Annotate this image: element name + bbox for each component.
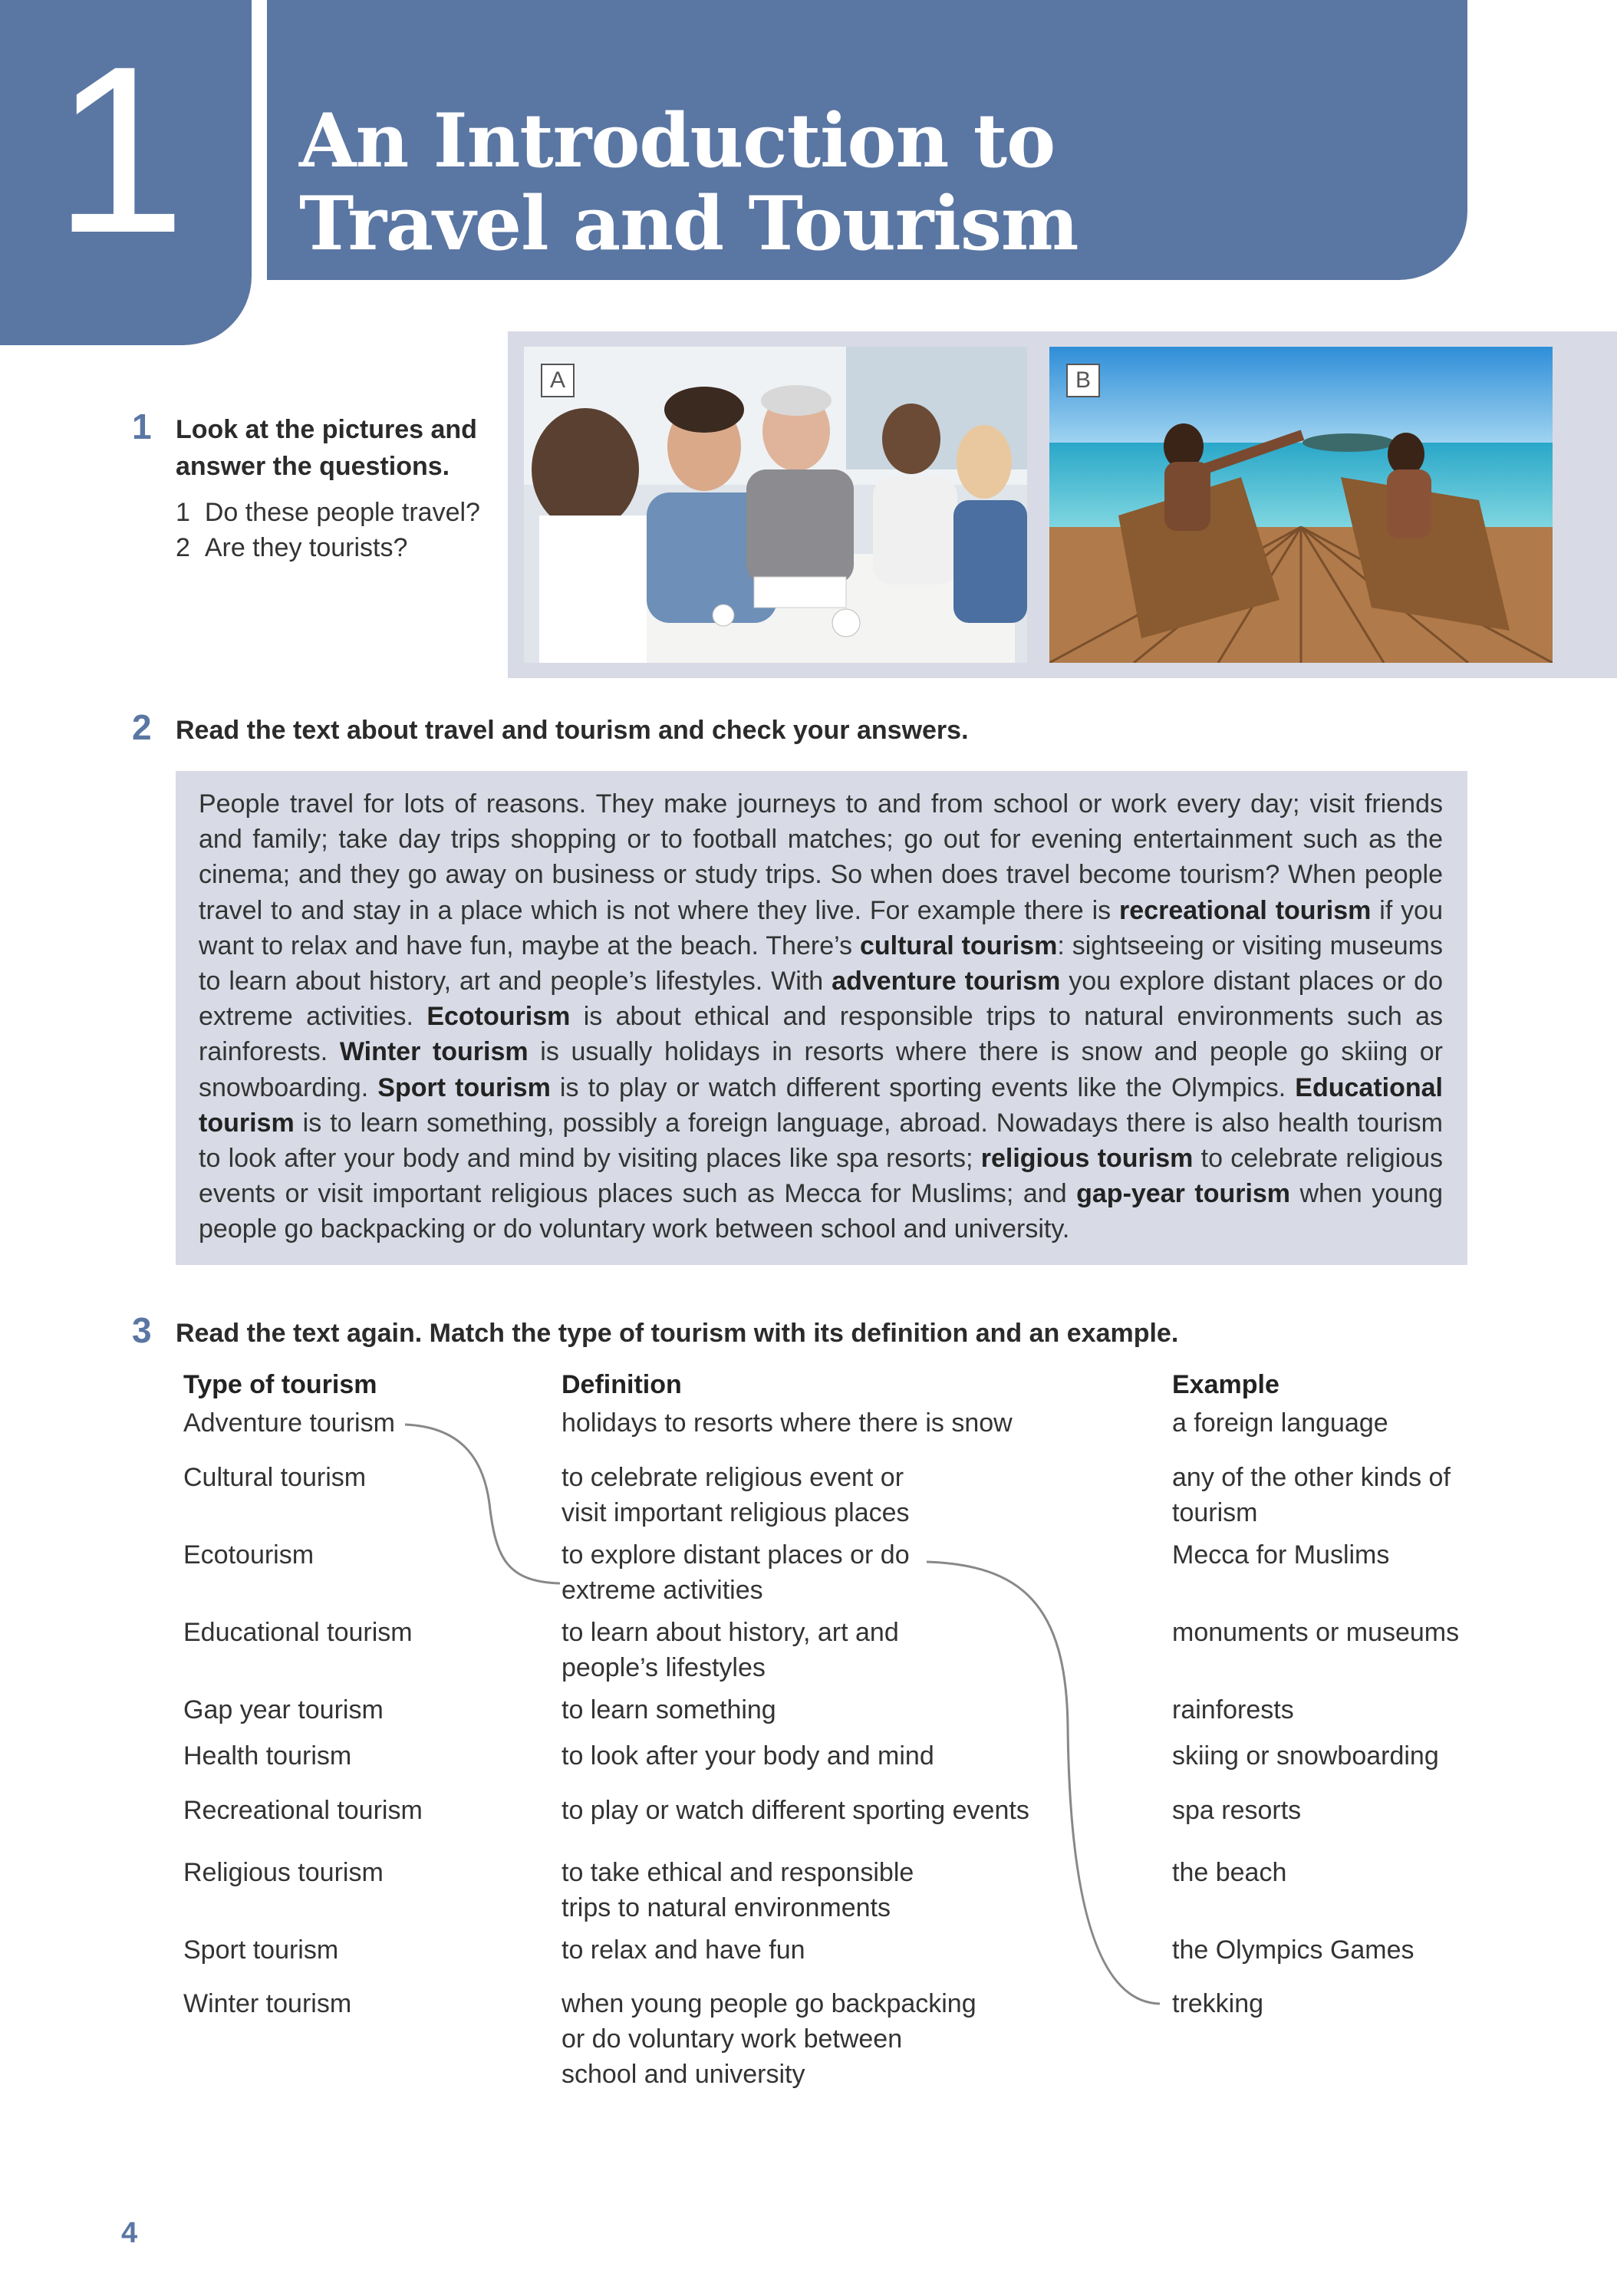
example — [1172, 1692, 1494, 1728]
title-line-1: An Introduction to — [299, 97, 1055, 184]
definition-line: to celebrate religious event or — [562, 1463, 904, 1492]
tourism-type: Religious tourism — [183, 1858, 384, 1887]
example-line: monuments or museums — [1172, 1618, 1460, 1647]
definition — [562, 1793, 1083, 1828]
page-title — [299, 97, 1079, 267]
tourism-type: Gap year tourism — [183, 1695, 384, 1724]
definition-line: visit important religious places — [562, 1498, 910, 1527]
key-term: Educational tourism — [199, 1072, 1443, 1138]
tourism-type: Winter tourism — [183, 1989, 352, 2018]
example — [1172, 1460, 1494, 1530]
text-segment: is to play or watch different sporting events like the Olympics. — [550, 1072, 1296, 1102]
example-line: Mecca for Muslims — [1172, 1540, 1390, 1570]
example-line: a foreign language — [1172, 1408, 1388, 1438]
definition-line: to relax and have fun — [562, 1935, 805, 1965]
column-header-example: Example — [1172, 1370, 1279, 1399]
definition — [562, 1692, 1083, 1728]
question-item — [176, 495, 480, 530]
photo-label-b: B — [1066, 364, 1100, 397]
key-term: adventure tourism — [832, 967, 1061, 996]
exercise-3-number: 3 — [132, 1310, 152, 1350]
tourism-type: Adventure tourism — [183, 1408, 395, 1438]
key-term: religious tourism — [980, 1144, 1194, 1174]
text-segment: if you want to relax and have fun, maybe at the beach. There’s — [199, 895, 1443, 960]
definition-line: when young people go backpacking — [562, 1989, 976, 2018]
exercise-2-heading: Read the text about travel and tourism and check your answers. — [176, 716, 969, 745]
definition — [562, 1460, 1083, 1530]
tourism-type: Health tourism — [183, 1741, 352, 1771]
exercise-2-number: 2 — [132, 707, 152, 747]
photo-beach-holiday — [1049, 347, 1553, 663]
example-line: skiing or snowboarding — [1172, 1741, 1439, 1771]
key-term: Winter tourism — [339, 1037, 529, 1067]
definition-line: school and university — [562, 2060, 805, 2089]
key-term: gap-year tourism — [1076, 1179, 1291, 1209]
definition-line: to explore distant places or do — [562, 1540, 910, 1570]
question-text: Do these people travel? — [204, 498, 480, 527]
page-number: 4 — [121, 2217, 138, 2249]
question-text: Are they tourists? — [204, 533, 408, 562]
chapter-number: 1 — [54, 16, 186, 282]
text-segment: : sightseeing or visiting museums to learn about history, art and people’s lifestyles. With — [199, 931, 1443, 996]
tourism-type: Sport tourism — [183, 1935, 339, 1965]
text-segment: you explore distant places or do extreme activities. — [199, 967, 1444, 1032]
key-term: Ecotourism — [426, 1002, 571, 1032]
definition-line: to learn something — [562, 1695, 776, 1724]
definition — [562, 1932, 1083, 1968]
question-item — [176, 530, 480, 565]
definition-line: extreme activities — [562, 1576, 763, 1605]
definition — [562, 1986, 1083, 2092]
example — [1172, 1793, 1494, 1828]
exercise-1-question-list — [176, 495, 480, 565]
example — [1172, 1405, 1494, 1441]
column-header-type: Type of tourism — [183, 1370, 377, 1399]
definition — [562, 1537, 1083, 1608]
example-line: tourism — [1172, 1498, 1258, 1527]
reading-text — [199, 786, 1443, 1247]
exercise-1-heading-line-1: Look at the pictures and — [176, 415, 477, 444]
text-segment: when young people go backpacking or do voluntary work between school and university. — [199, 1179, 1443, 1244]
definition — [562, 1738, 1083, 1774]
definition — [562, 1615, 1083, 1685]
example-line: trekking — [1172, 1989, 1264, 2018]
key-term: recreational tourism — [1119, 895, 1372, 925]
example — [1172, 1986, 1494, 2021]
title-line-2: Travel and Tourism — [299, 180, 1079, 267]
business-meeting-image — [524, 347, 1027, 663]
tourism-type: Recreational tourism — [183, 1796, 423, 1825]
text-segment: is usually holidays in resorts where there is snow and people go skiing or snowboarding. — [199, 1037, 1443, 1102]
text-segment: is about ethical and responsible trips to natural environments such as rainforests. — [199, 1002, 1444, 1067]
definition-line: to look after your body and mind — [562, 1741, 934, 1771]
photo-label-a: A — [541, 364, 575, 397]
example — [1172, 1537, 1494, 1573]
definition — [562, 1405, 1083, 1441]
text-segment: to celebrate religious events or visit important religious places such as Mecca for Muslims; and — [199, 1144, 1443, 1209]
tourism-type: Ecotourism — [183, 1540, 315, 1570]
definition-line: to learn about history, art and — [562, 1618, 899, 1647]
column-header-definition: Definition — [562, 1370, 682, 1399]
definition-line: people’s lifestyles — [562, 1653, 766, 1682]
photo-business-meeting — [524, 347, 1027, 663]
definition-line: or do voluntary work between — [562, 2024, 903, 2054]
definition — [562, 1855, 1083, 1925]
example — [1172, 1932, 1494, 1968]
example-line: the beach — [1172, 1858, 1287, 1887]
example-line: any of the other kinds of — [1172, 1463, 1451, 1492]
example — [1172, 1738, 1494, 1774]
exercise-1-heading-line-2: answer the questions. — [176, 452, 450, 481]
tourism-type: Cultural tourism — [183, 1463, 367, 1492]
question-number: 2 — [176, 533, 190, 562]
key-term: Sport tourism — [377, 1072, 551, 1102]
question-number: 1 — [176, 498, 190, 527]
definition-line: to play or watch different sporting events — [562, 1796, 1029, 1825]
definition-line: trips to natural environments — [562, 1893, 891, 1922]
example — [1172, 1855, 1494, 1890]
tourism-type: Educational tourism — [183, 1618, 413, 1647]
example-line: rainforests — [1172, 1695, 1294, 1724]
beach-holiday-image — [1049, 347, 1553, 663]
key-term: cultural tourism — [859, 931, 1058, 960]
text-segment: is to learn something, possibly a foreign language, abroad. Nowadays there is also health tourism to look after your body and mind by visiting places like spa resorts; — [199, 1108, 1443, 1174]
definition-line: to take ethical and responsible — [562, 1858, 914, 1887]
example-line: spa resorts — [1172, 1796, 1302, 1825]
definition-line: holidays to resorts where there is snow — [562, 1408, 1013, 1438]
exercise-1-number: 1 — [132, 407, 152, 446]
exercise-1-heading — [176, 411, 477, 485]
text-segment: People travel for lots of reasons. They make journeys to and from school or work every day; visit friends and family; take day trips shopping or to football matches; go out for evening entertainment such as the cinema; and they go away on business or study trips. So when does travel become tourism? When people travel to and stay in a place which is not where they live. For example there is — [199, 789, 1443, 925]
exercise-3-heading: Read the text again. Match the type of tourism with its definition and an example. — [176, 1319, 1179, 1348]
example-line: the Olympics Games — [1172, 1935, 1414, 1965]
example — [1172, 1615, 1494, 1650]
